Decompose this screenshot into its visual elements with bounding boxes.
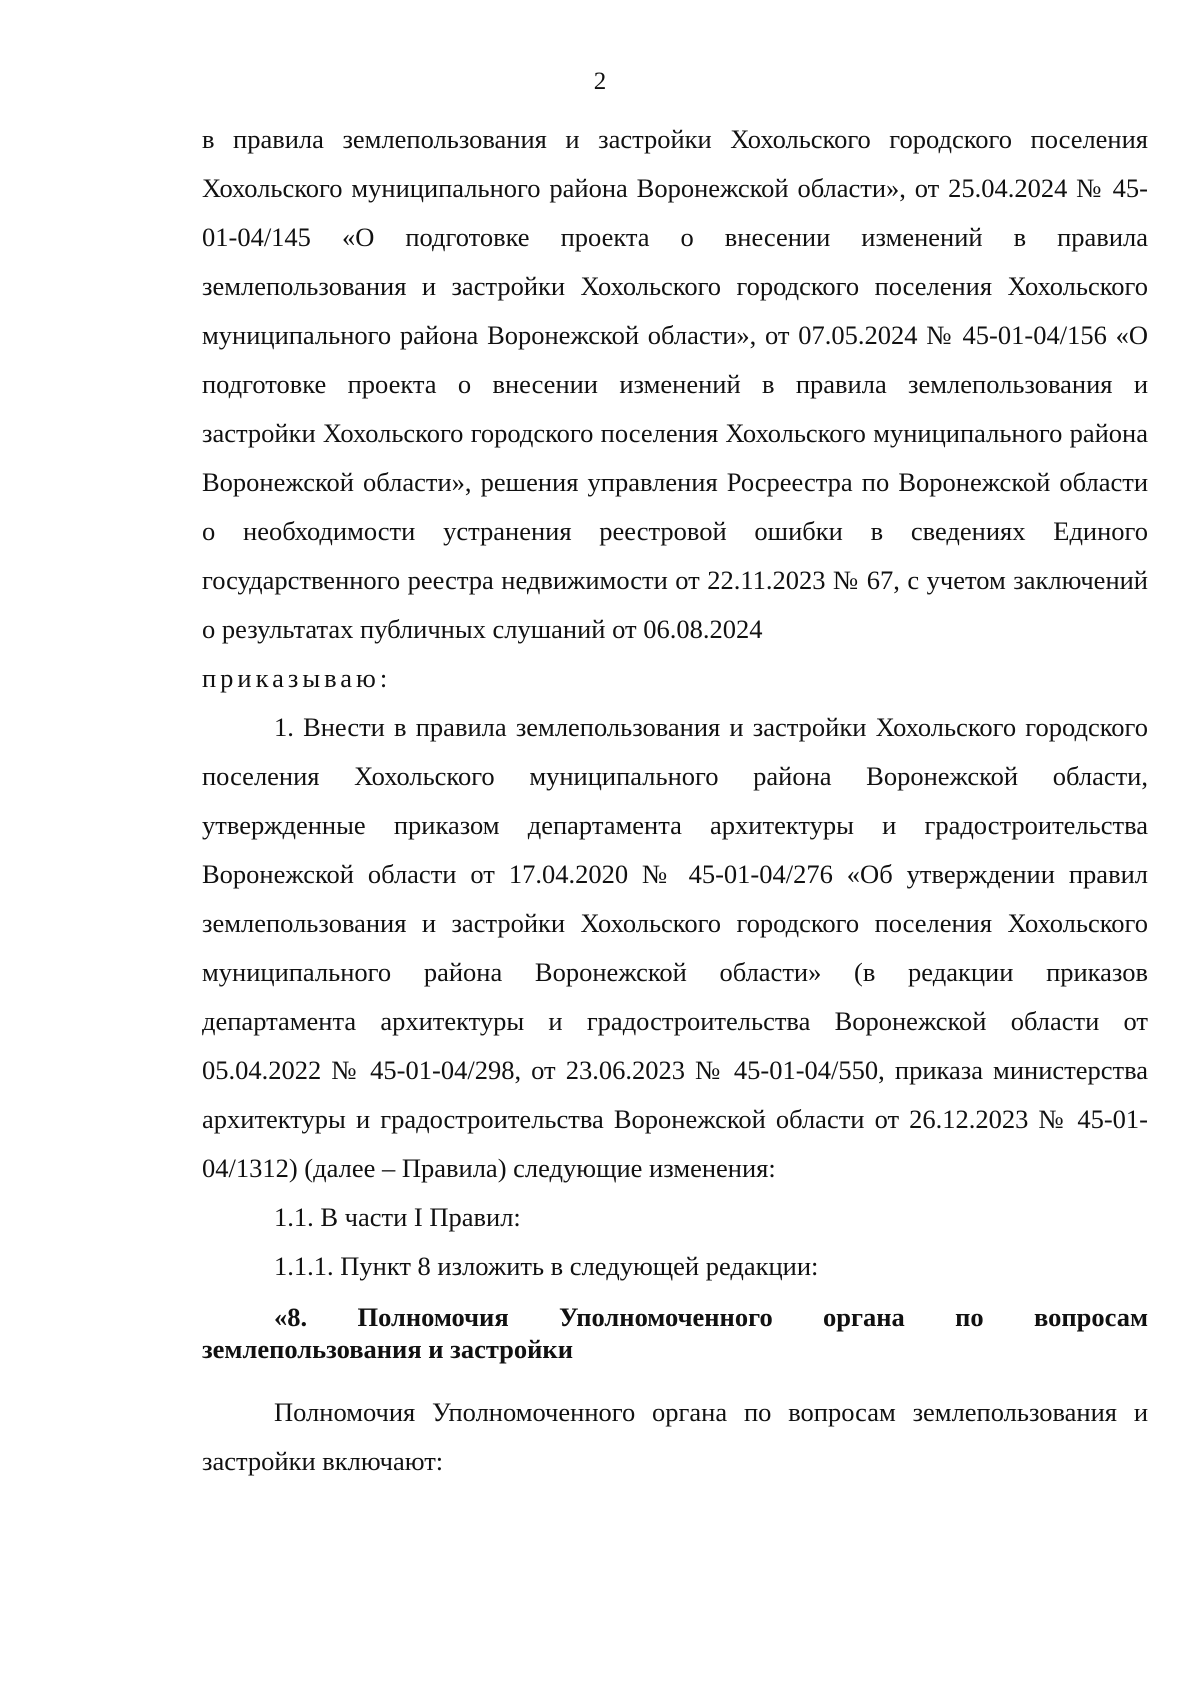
section-heading: «8. Полномочия Уполномоченного органа по вопросам землепользования и застройки xyxy=(202,1302,1148,1364)
order-word: приказываю: xyxy=(202,663,392,693)
item-1-1-paragraph: 1.1. В части I Правил: xyxy=(274,1202,521,1232)
page-number: 2 xyxy=(593,68,607,95)
section-text-paragraph: Полномочия Уполномоченного органа по вопросам землепользования и застройки включают: xyxy=(202,1397,1148,1476)
item-1-paragraph: 1. Внести в правила землепользования и застройки Хохольского городского поселения Хохольского муниципального района Воронежской области, утвержденные приказом департамента архитектуры и градостроительства Воронежской области от 17.04.2020 № 45-01-04/276 «Об утверждении правил землепользования и застройки Хохольского городского поселения Хохольского муниципального района Воронежской области» (в редакции приказов департамента архитектуры и градостроительства Воронежской области от 05.04.2022 № 45-01-04/298, от 23.06.2023 № 45-01-04/550, приказа министерства архитектуры и градостроительства Воронежской области от 26.12.2023 № 45-01-04/1312) (далее – Правила) следующие изменения: xyxy=(202,712,1148,1183)
document-body xyxy=(202,115,1148,1486)
intro-paragraph: в правила землепользования и застройки Хохольского городского поселения Хохольского муниципального района Воронежской области», от 25.04.2024 № 45-01-04/145 «О подготовке проекта о внесении изменений в правила землепользования и застройки Хохольского городского поселения Хохольского муниципального района Воронежской области», от 07.05.2024 № 45-01-04/156 «О подготовке проекта о внесении изменений в правила землепользования и застройки Хохольского городского поселения Хохольского муниципального района Воронежской области», решения управления Росреестра по Воронежской области о необходимости устранения реестровой ошибки в сведениях Единого государственного реестра недвижимости от 22.11.2023 № 67, с учетом заключений о результатах публичных слушаний от 06.08.2024 xyxy=(202,124,1148,644)
item-1-1-1-paragraph: 1.1.1. Пункт 8 изложить в следующей редакции: xyxy=(274,1251,819,1281)
